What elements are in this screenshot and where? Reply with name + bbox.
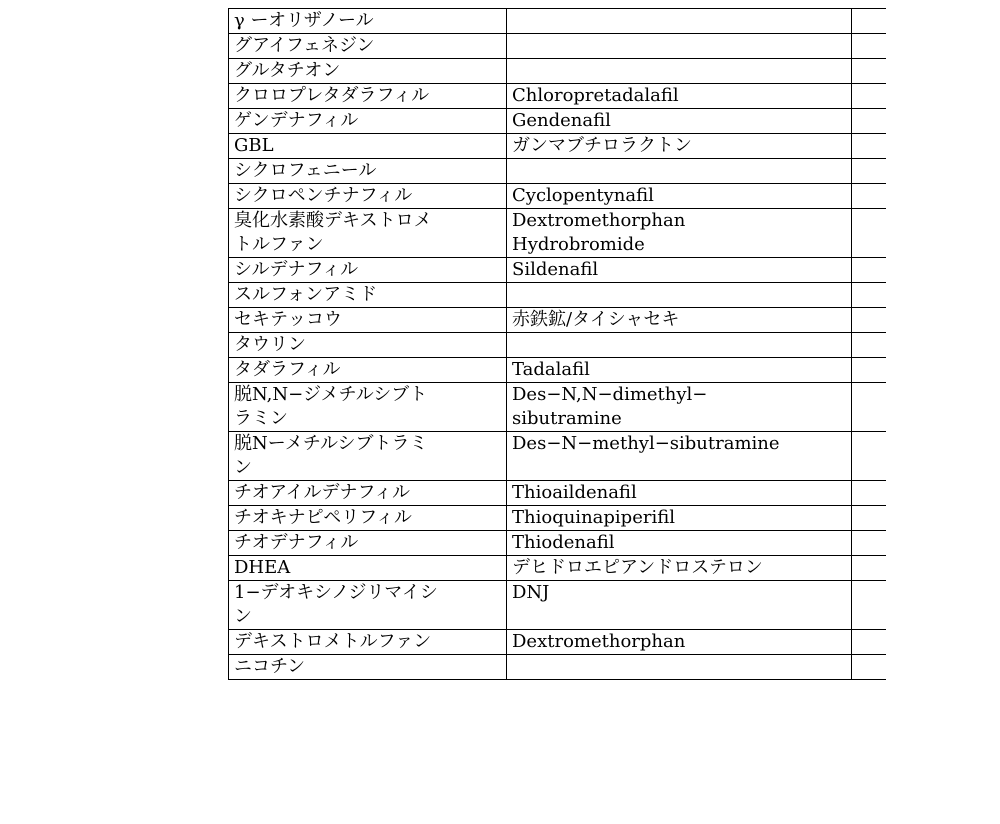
english-name-text: Dextromethorphan [512, 210, 686, 231]
empty-cell [852, 34, 887, 59]
empty-cell [852, 556, 887, 581]
english-name-text: Des−N,N−dimethyl− [512, 384, 708, 405]
english-name-text: Thioquinapiperifil [512, 507, 675, 528]
english-name-cell [507, 333, 852, 358]
japanese-name-cell [229, 655, 507, 680]
japanese-name-cell [229, 432, 507, 481]
japanese-name-cell [229, 556, 507, 581]
japanese-name-text: クロロプレタダラフィル [234, 85, 430, 106]
japanese-name-text: ン [234, 457, 252, 478]
japanese-name-cell [229, 481, 507, 506]
japanese-name-cell [229, 383, 507, 432]
empty-cell [852, 655, 887, 680]
japanese-name-text: グルタチオン [234, 60, 341, 81]
empty-cell [852, 134, 887, 159]
empty-cell [852, 531, 887, 556]
empty-cell [852, 109, 887, 134]
english-name-cell [507, 358, 852, 383]
table-row [229, 9, 887, 34]
table-row [229, 383, 887, 432]
english-name-cell [507, 481, 852, 506]
english-name-text: デヒドロエピアンドロステロン [512, 557, 763, 578]
table-row [229, 209, 887, 258]
table-row [229, 556, 887, 581]
japanese-name-cell [229, 34, 507, 59]
japanese-name-text: チオキナピペリフィル [234, 507, 412, 528]
english-name-cell [507, 283, 852, 308]
empty-cell [852, 209, 887, 258]
japanese-name-text: 脱N,N−ジメチルシブト [234, 384, 428, 405]
table-row [229, 109, 887, 134]
table-row [229, 581, 887, 630]
japanese-name-cell [229, 159, 507, 184]
empty-cell [852, 630, 887, 655]
english-name-text: Hydrobromide [512, 234, 645, 255]
table-row [229, 358, 887, 383]
english-name-cell [507, 655, 852, 680]
japanese-name-cell [229, 109, 507, 134]
english-name-cell [507, 630, 852, 655]
english-name-text: Cyclopentynafil [512, 185, 654, 206]
table-row [229, 655, 887, 680]
empty-cell [852, 481, 887, 506]
japanese-name-text: シルデナフィル [234, 259, 359, 280]
japanese-name-cell [229, 333, 507, 358]
empty-cell [852, 308, 887, 333]
english-name-cell [507, 109, 852, 134]
empty-cell [852, 506, 887, 531]
english-name-cell [507, 134, 852, 159]
empty-cell [852, 258, 887, 283]
japanese-name-text: グアイフェネジン [234, 35, 375, 56]
japanese-name-text: タダラフィル [234, 359, 341, 380]
empty-cell [852, 84, 887, 109]
english-name-text: Tadalafil [512, 359, 590, 380]
table-row [229, 506, 887, 531]
english-name-text: sibutramine [512, 408, 622, 429]
japanese-name-text: DHEA [234, 557, 291, 578]
english-name-cell [507, 506, 852, 531]
japanese-name-cell [229, 581, 507, 630]
japanese-name-cell [229, 59, 507, 84]
table-row [229, 481, 887, 506]
english-name-text: Sildenafil [512, 259, 599, 280]
table-row [229, 531, 887, 556]
table-row [229, 184, 887, 209]
english-name-text: 赤鉄鉱/タイシャセキ [512, 309, 680, 330]
empty-cell [852, 383, 887, 432]
english-name-cell [507, 432, 852, 481]
english-name-cell [507, 209, 852, 258]
english-name-text: Des−N−methyl−sibutramine [512, 433, 780, 454]
japanese-name-text: スルフォンアミド [234, 284, 378, 305]
empty-cell [852, 159, 887, 184]
empty-cell [852, 283, 887, 308]
japanese-name-text: セキテッコウ [234, 309, 342, 330]
table-row [229, 34, 887, 59]
english-name-cell [507, 556, 852, 581]
japanese-name-cell [229, 506, 507, 531]
japanese-name-text: シクロペンチナフィル [234, 185, 413, 206]
table-row [229, 432, 887, 481]
japanese-name-cell [229, 283, 507, 308]
japanese-name-text: ニコチン [234, 656, 306, 677]
table-row [229, 308, 887, 333]
japanese-name-text: ラミン [234, 408, 288, 429]
table-row [229, 630, 887, 655]
japanese-name-text: ン [234, 606, 252, 627]
substance-table [228, 8, 886, 680]
empty-cell [852, 358, 887, 383]
substance-table-body [229, 9, 887, 680]
table-row [229, 59, 887, 84]
japanese-name-text: チオデナフィル [234, 532, 359, 553]
japanese-name-cell [229, 209, 507, 258]
japanese-name-cell [229, 84, 507, 109]
japanese-name-cell [229, 258, 507, 283]
english-name-text: ガンマブチロラクトン [512, 135, 692, 156]
japanese-name-text: トルファン [234, 234, 324, 255]
empty-cell [852, 59, 887, 84]
japanese-name-cell [229, 630, 507, 655]
japanese-name-cell [229, 134, 507, 159]
english-name-cell [507, 34, 852, 59]
japanese-name-cell [229, 9, 507, 34]
japanese-name-cell [229, 358, 507, 383]
english-name-cell [507, 184, 852, 209]
english-name-cell [507, 581, 852, 630]
english-name-cell [507, 258, 852, 283]
table-row [229, 258, 887, 283]
japanese-name-text: シクロフェニール [234, 160, 377, 181]
japanese-name-text: チオアイルデナフィル [234, 482, 411, 503]
empty-cell [852, 184, 887, 209]
english-name-cell [507, 84, 852, 109]
japanese-name-text: ゲンデナフィル [234, 110, 359, 131]
english-name-text: Thiodenafil [512, 532, 615, 553]
english-name-text: Dextromethorphan [512, 631, 686, 652]
english-name-text: DNJ [512, 582, 550, 603]
japanese-name-text: デキストロメトルファン [234, 631, 432, 652]
english-name-cell [507, 308, 852, 333]
table-row [229, 159, 887, 184]
empty-cell [852, 432, 887, 481]
empty-cell [852, 9, 887, 34]
japanese-name-text: 臭化水素酸デキストロメ [234, 210, 432, 231]
english-name-cell [507, 9, 852, 34]
japanese-name-cell [229, 184, 507, 209]
english-name-cell [507, 159, 852, 184]
japanese-name-cell [229, 531, 507, 556]
japanese-name-text: GBL [234, 135, 274, 156]
table-row [229, 283, 887, 308]
empty-cell [852, 581, 887, 630]
japanese-name-text: タウリン [234, 334, 306, 355]
table-row [229, 333, 887, 358]
japanese-name-text: 脱Nーメチルシブトラミ [234, 433, 428, 454]
english-name-cell [507, 531, 852, 556]
table-row [229, 84, 887, 109]
english-name-text: Gendenafil [512, 110, 611, 131]
empty-cell [852, 333, 887, 358]
japanese-name-cell [229, 308, 507, 333]
japanese-name-text: 1−デオキシノジリマイシ [234, 582, 438, 603]
english-name-cell [507, 59, 852, 84]
japanese-name-text: γ ーオリザノール [234, 10, 374, 31]
english-name-text: Chloropretadalafil [512, 85, 679, 106]
table-row [229, 134, 887, 159]
english-name-cell [507, 383, 852, 432]
english-name-text: Thioaildenafil [512, 482, 637, 503]
